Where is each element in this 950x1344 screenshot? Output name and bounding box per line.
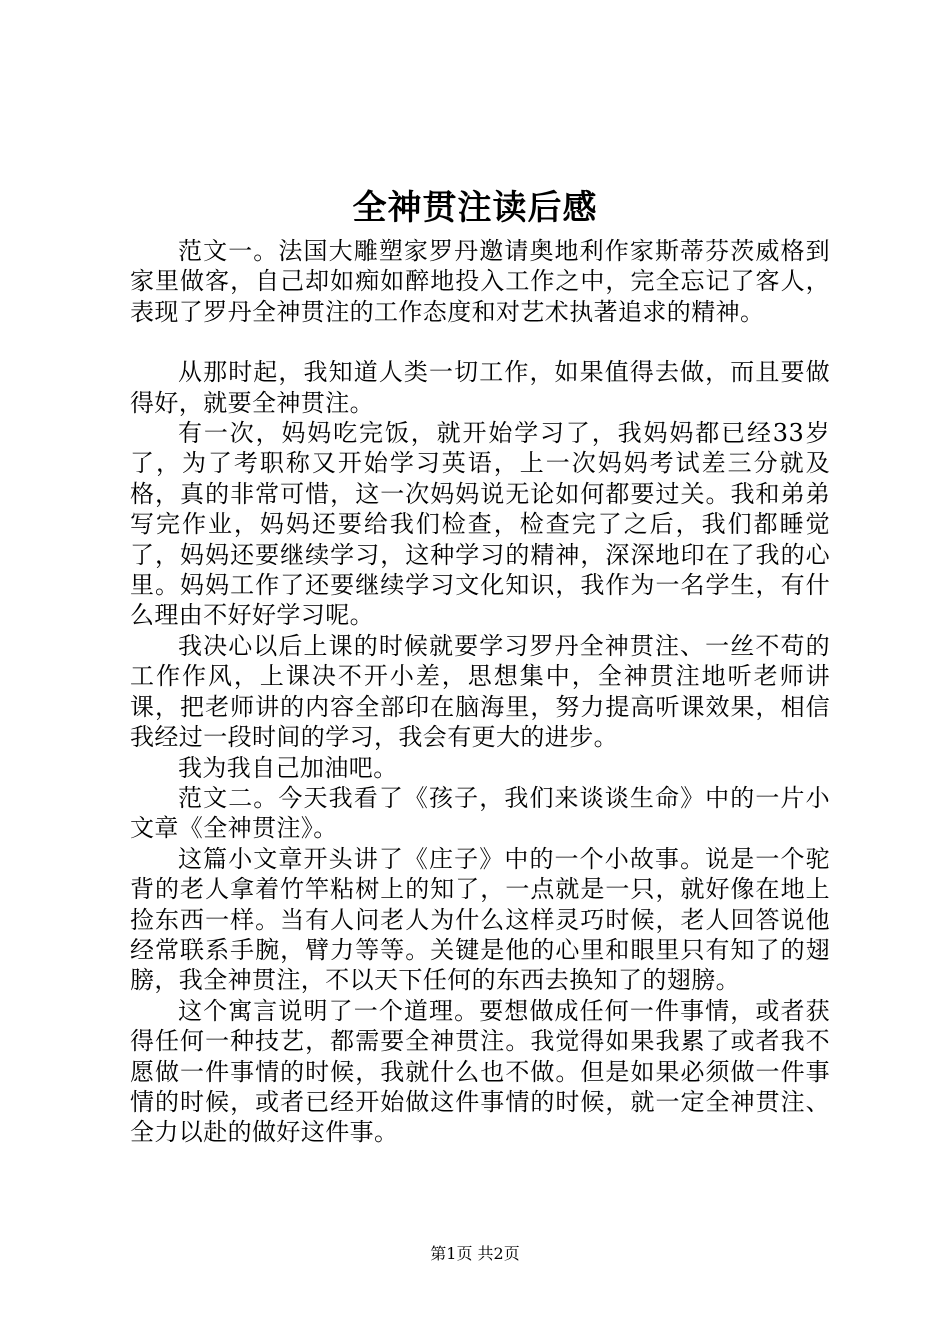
paragraph: 这篇小文章开头讲了《庄子》中的一个小故事。说是一个驼背的老人拿着竹竿粘树上的知了，一点就是一只，就好像在地上捡东西一样。当有人问老人为什么这样灵巧时候，老人回答说他经常联系手腕，臂力等等。关键是他的心里和眼里只有知了的翅膀，我全神贯注，不以天下任何的东西去换知了的翅膀。	[130, 844, 830, 995]
page-footer: 第1页 共2页	[430, 1244, 520, 1263]
document-body	[130, 236, 830, 1148]
paragraph: 范文二。今天我看了《孩子，我们来谈谈生命》中的一片小文章《全神贯注》。	[130, 783, 830, 843]
paragraph: 我为我自己加油吧。	[178, 753, 398, 782]
paragraph: 范文一。法国大雕塑家罗丹邀请奥地利作家斯蒂芬茨威格到家里做客，自己却如痴如醉地投入工作之中，完全忘记了客人，表现了罗丹全神贯注的工作态度和对艺术执著追求的精神。	[130, 237, 830, 326]
paragraph: 我决心以后上课的时候就要学习罗丹全神贯注、一丝不苟的工作作风，上课决不开小差，思想集中，全神贯注地听老师讲课，把老师讲的内容全部印在脑海里，努力提高听课效果，相信我经过一段时间的学习，我会有更大的进步。	[130, 631, 830, 752]
page-title: 全神贯注读后感	[352, 188, 598, 228]
paragraph: 有一次，妈妈吃完饭，就开始学习了，我妈妈都已经33岁了，为了考职称又开始学习英语，上一次妈妈考试差三分就及格，真的非常可惜，这一次妈妈说无论如何都要过关。我和弟弟写完作业，妈妈还要给我们检查，检查完了之后，我们都睡觉了，妈妈还要继续学习，这种学习的精神，深深地印在了我的心里。妈妈工作了还要继续学习文化知识，我作为一名学生，有什么理由不好好学习呢。	[130, 419, 830, 630]
paragraph: 这个寓言说明了一个道理。要想做成任何一件事情，或者获得任何一种技艺，都需要全神贯注。我觉得如果我累了或者我不愿做一件事情的时候，我就什么也不做。但是如果必须做一件事情的时候，或者已经开始做这件事情的时候，就一定全神贯注、全力以赴的做好这件事。	[130, 996, 830, 1147]
paragraph: 从那时起，我知道人类一切工作，如果值得去做，而且要做得好，就要全神贯注。	[130, 358, 830, 417]
